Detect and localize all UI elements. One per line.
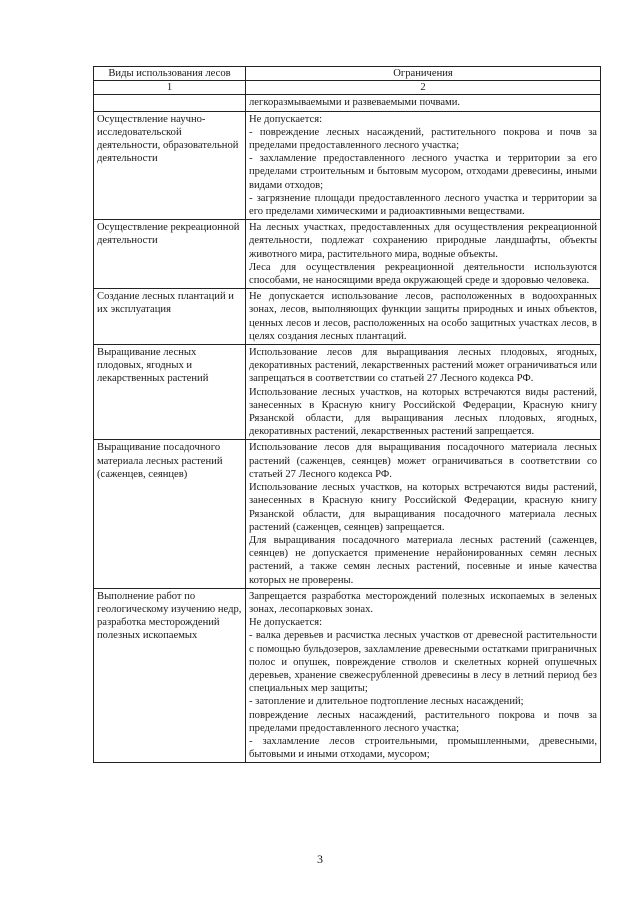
restriction-line: - загрязнение площади предоставленного лесного участка и территории за его пределами химическими и радиоактивными веществами.: [249, 192, 597, 218]
column-number-row: [94, 81, 601, 95]
restriction-line: Леса для осуществления рекреационной деятельности используются способами, не наносящими вреда окружающей среде и здоровью человека.: [249, 261, 597, 287]
table-header-row: [94, 67, 601, 81]
restriction-line: - повреждение лесных насаждений, растительного покрова и почв за пределами предоставленного лесного участка;: [249, 126, 597, 152]
forest-use-type: Осуществление рекреационной деятельности: [94, 220, 246, 289]
forest-use-type: Выполнение работ по геологическому изучению недр, разработка месторождений полезных ископаемых: [94, 588, 246, 763]
restriction-line: На лесных участках, предоставленных для осуществления рекреационной деятельности, подлежат сохранению природные ландшафты, объекты животного мира, растительного мира, водные объекты.: [249, 222, 597, 260]
restriction-line: повреждение лесных насаждений, растительного покрова и почв за пределами предоставленного лесного участка;: [249, 709, 597, 734]
continued-text: легкоразмываемыми и развеваемыми почвами.: [246, 95, 601, 111]
restriction-line: - захламление лесов строительными, промышленными, древесными, бытовыми и иными отходами, мусором;: [249, 735, 597, 761]
restriction-text: [246, 345, 601, 440]
restriction-text: [246, 220, 601, 289]
forest-use-type: Осуществление научно-исследовательской деятельности, образовательной деятельности: [94, 111, 246, 220]
restriction-line: Не допускается использование лесов, расположенных в водоохранных зонах, лесов, выполняющих функции защиты природных и иных объектов, ценных лесов и лесов, расположенных на особо защитных участках лесов, в целях создания лесных плантаций.: [249, 291, 597, 342]
restriction-line: - затопление и длительное подтопление лесных насаждений;: [249, 696, 524, 708]
restriction-line: - захламление предоставленного лесного участка и территории за его пределами строительным и бытовым мусором, отходами древесины, иными видами отходов;: [249, 153, 597, 191]
column-number-1: 1: [94, 81, 246, 95]
restriction-line: Для выращивания посадочного материала лесных растений (саженцев, сеянцев) не допускается применение нерайонированных семян лесных растений, а также семян лесных растений, посевные и иные качества которых не проверены.: [249, 534, 597, 586]
restriction-line: Запрещается разработка месторождений полезных ископаемых в зеленых зонах, лесопарковых зонах.: [249, 590, 597, 615]
column-number-2: 2: [246, 81, 601, 95]
forest-use-type: Выращивание посадочного материала лесных растений (саженцев, сеянцев): [94, 440, 246, 588]
restriction-line: Использование лесных участков, на которых встречаются виды растений, занесенных в Красную книгу Российской Федерации, Красную книгу Рязанской области, для выращивания лесных плодовых, ягодных, декоративных растений, лекарственных растений запрещается.: [249, 386, 597, 438]
restriction-line: Не допускается:: [249, 113, 323, 125]
restriction-line: Использование лесных участков, на которых встречаются виды растений, занесенных в Красную книгу Российской Федерации, красную книгу Рязанской области, для выращивания посадочного материала лесных растений (саженцев, сеянцев) запрещается.: [249, 482, 597, 533]
table-row: [94, 220, 601, 289]
page-number: 3: [317, 852, 323, 866]
restriction-text: [246, 440, 601, 588]
restriction-line: - валка деревьев и расчистка лесных участков от древесной растительности с помощью бульдозеров, захламление древесными остатками приграничных полос и опушек, повреждение стволов и скелетных корней опушечных деревьев, хранение свежесрубленной древесины в лесу в летний период без специальных мер защиты;: [249, 630, 597, 695]
forest-use-type: Выращивание лесных плодовых, ягодных и лекарственных растений: [94, 345, 246, 440]
restriction-text: [246, 111, 601, 220]
restriction-line: Не допускается:: [249, 617, 323, 629]
table-row: [94, 345, 601, 440]
table-row: [94, 440, 601, 588]
header-forest-use-types: Виды использования лесов: [94, 67, 246, 81]
empty-cell: [94, 95, 246, 111]
restriction-text: [246, 588, 601, 763]
restriction-line: Использование лесов для выращивания посадочного материала лесных растений (саженцев, сеянцев) может ограничиваться в соответствии со статьей 27 Лесного кодекса РФ.: [249, 442, 597, 480]
table-row: [94, 95, 601, 111]
restrictions-table: [93, 66, 601, 763]
table-row: [94, 289, 601, 345]
restriction-line: Использование лесов для выращивания лесных плодовых, ягодных, декоративных растений, лекарственных растений может ограничиваться или запрещаться в соответствии со статьей 27 Лесного кодекса РФ.: [249, 347, 597, 385]
forest-use-type: Создание лесных плантаций и их эксплуатация: [94, 289, 246, 345]
table-row: [94, 588, 601, 763]
header-restrictions: Ограничения: [246, 67, 601, 81]
table-row: [94, 111, 601, 220]
restriction-text: [246, 289, 601, 345]
